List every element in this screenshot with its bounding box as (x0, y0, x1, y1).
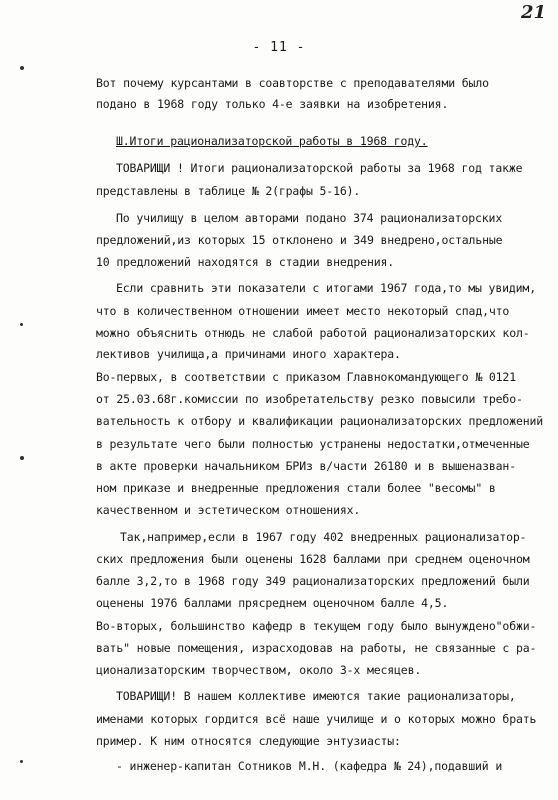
text-line: ном приказе и внедренные предложения стали более "весомы" в (96, 481, 496, 495)
text-line: 10 предложений находятся в стадии внедрения. (96, 255, 395, 269)
text-line: в акте проверки начальником БРИз в/части 26180 и в вышеназван- (96, 459, 516, 473)
text-line: представлены в таблице № 2(графы 5-16). (96, 184, 361, 198)
text-line: что в количественном отношении имеет место некоторый спад,что (96, 304, 510, 318)
text-line: оценены 1976 баллами прясреднем оценочном балле 4,5. (96, 596, 449, 610)
text-line: вать" новые помещения, израсходовав на работы, не связанные с ра- (96, 641, 537, 655)
text-line: ТОВАРИЩИ ! Итоги рационализаторской работы за 1968 год также (116, 161, 523, 175)
text-line: качественном и эстетическом отношениях. (96, 503, 361, 517)
margin-mark (20, 456, 24, 460)
text-line: ТОВАРИЩИ! В нашем коллективе имеются такие рационализаторы, (116, 689, 516, 703)
text-line: Если сравнить эти показатели с итогами 1967 года,то мы увидим, (116, 281, 536, 295)
margin-mark (20, 323, 23, 326)
text-line: именами которых гордится всё наше училище и о которых можно брать (96, 712, 537, 726)
text-line: Во-первых, в соответствии с приказом Главнокомандующего № 0121 (96, 370, 516, 384)
text-line: Вот почему курсантами в соавторстве с преподавателями было (96, 76, 489, 90)
text-line: ских предложения были оценены 1628 баллами при среднем оценочном (96, 552, 530, 566)
section-heading: Ш.Итоги рационализаторской работы в 1968 году. (116, 134, 428, 148)
text-line: вательность к отбору и квалификации рационализаторских предложений (96, 414, 544, 428)
margin-mark (20, 760, 23, 763)
text-line: подано в 1968 году только 4-е заявки на изобретения. (96, 97, 449, 111)
text-line: от 25.03.68г.комиссии по изобретательству резко повысили требо- (96, 392, 523, 406)
margin-mark (20, 66, 24, 70)
text-line: Так,например,если в 1967 году 402 внедренных рационализатор- (120, 530, 527, 544)
text-line: Во-вторых, большинство кафедр в текущем году было вынуждено"обжи- (96, 619, 537, 633)
text-line: ционализаторским творчеством, около 3-х месяцев. (96, 663, 422, 677)
text-line: По училищу в целом авторами подано 374 рационализаторских (116, 211, 503, 225)
text-line: пример. К ним относятся следующие энтузиасты: (96, 734, 401, 748)
text-line: - инженер-капитан Сотников М.Н. (кафедра № 24),подавший и (116, 759, 503, 773)
text-line: в результате чего были полностью устранены недостатки,отмеченные (96, 437, 530, 451)
text-line: лективов училища,а причинами иного характера. (96, 347, 401, 361)
page-number: - 11 - (252, 40, 306, 55)
text-line: балле 3,2,то в 1968 году 349 рационализаторских предложений были (96, 574, 530, 588)
text-line: предложений,из которых 15 отклонено и 349 внедрено,остальные (96, 233, 503, 247)
sheet-number: 21 (520, 2, 546, 23)
text-line: можно объяснить отнюдь не слабой работой рационализаторских кол- (96, 326, 530, 340)
